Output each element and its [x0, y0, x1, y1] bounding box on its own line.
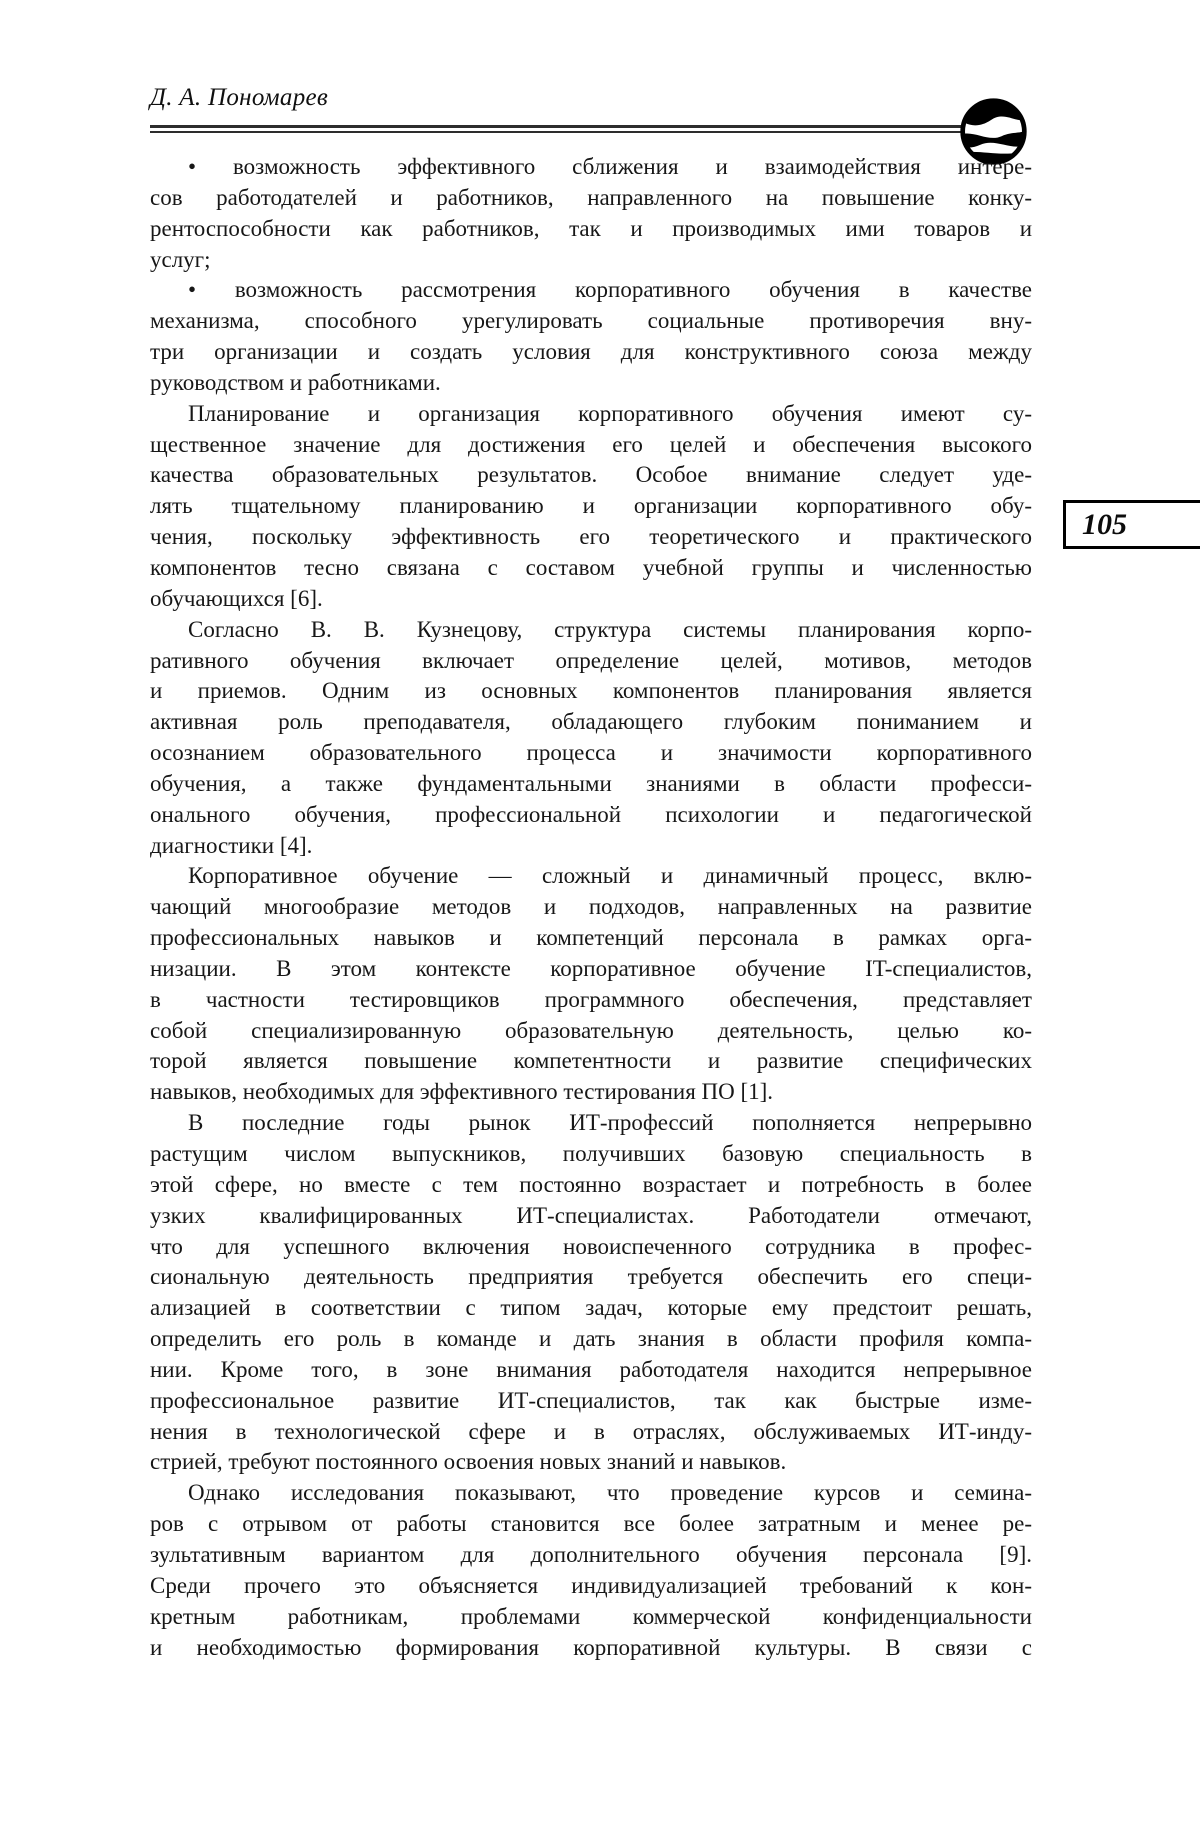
- paragraph-line: • возможность эффективного сближения и взаимодействия интере-: [188, 154, 1032, 179]
- paragraph-line: собой специализированную образовательную деятельность, целью ко-: [150, 1017, 1032, 1043]
- paragraph-line: Корпоративное обучение — сложный и динамичный процесс, вклю-: [188, 863, 1032, 889]
- running-head-author: Д. А. Пономарев: [150, 84, 329, 111]
- paragraph-line: услуг;: [150, 246, 211, 272]
- paragraph-line: качества образовательных результатов. Особое внимание следует уде-: [150, 462, 1032, 488]
- paragraph-line: щественное значение для достижения его целей и обеспечения высокого: [150, 431, 1032, 457]
- paragraph-line: профессиональных навыков и компетенций персонала в рамках орга-: [150, 925, 1032, 951]
- paragraph-line: диагностики [4].: [150, 832, 313, 858]
- paragraph-line: низации. В этом контексте корпоративное обучение IT-специалистов,: [150, 955, 1032, 981]
- paragraph-line: и необходимостью формирования корпоративной культуры. В связи с: [150, 1634, 1032, 1660]
- paragraph-line: и приемов. Одним из основных компонентов планирования является: [150, 678, 1032, 704]
- paragraph-line: в частности тестировщиков программного обеспечения, представляет: [150, 986, 1032, 1012]
- paragraph-line: этой сфере, но вместе с тем постоянно возрастает и потребность в более: [150, 1171, 1032, 1197]
- paragraph-line: руководством и работниками.: [150, 369, 441, 395]
- paragraph-line: навыков, необходимых для эффективного тестирования ПО [1].: [150, 1079, 774, 1105]
- paragraph-line: В последние годы рынок ИТ-профессий пополняется непрерывно: [188, 1110, 1032, 1136]
- paragraph-line: три организации и создать условия для конструктивного союза между: [150, 339, 1032, 365]
- paragraph-line: сов работодателей и работников, направленного на повышение конку-: [150, 184, 1032, 210]
- paragraph-line: кретным работникам, проблемами коммерческой конфиденциальности: [150, 1603, 1032, 1629]
- paragraph-line: узких квалифицированных ИТ-специалистах. Работодатели отмечают,: [150, 1202, 1032, 1228]
- paragraph-line: ров с отрывом от работы становится все более затратным и менее ре-: [150, 1511, 1032, 1537]
- paragraph-line: сиональную деятельность предприятия требуется обеспечить его специ-: [150, 1264, 1032, 1290]
- paragraph-line: механизма, способного урегулировать социальные противоречия вну-: [150, 308, 1032, 334]
- paragraph-line: нения в технологической сфере и в отраслях, обслуживаемых ИТ-инду-: [150, 1418, 1032, 1444]
- page-number-box: [1063, 500, 1200, 549]
- paragraph-line: зультативным вариантом для дополнительного обучения персонала [9].: [150, 1541, 1032, 1567]
- paragraph-line: • возможность рассмотрения корпоративного обучения в качестве: [188, 277, 1032, 303]
- paragraph-line: профессиональное развитие ИТ-специалистов, так как быстрые изме-: [150, 1387, 1032, 1413]
- paragraph-line: определить его роль в команде и дать знания в области профиля компа-: [150, 1326, 1032, 1352]
- paragraph-line: ративного обучения включает определение целей, мотивов, методов: [150, 647, 1032, 673]
- paragraph-line: нии. Кроме того, в зоне внимания работодателя находится непрерывное: [150, 1356, 1032, 1382]
- paragraph-line: активная роль преподавателя, обладающего глубоким пониманием и: [150, 709, 1032, 735]
- paragraph-line: растущим числом выпускников, получивших базовую специальность в: [150, 1141, 1032, 1166]
- paragraph-line: обучающихся [6].: [150, 585, 323, 611]
- paragraph-line: стрией, требуют постоянного освоения новых знаний и навыков.: [150, 1449, 787, 1475]
- body-text: [150, 152, 1032, 1663]
- paragraph-line: чения, поскольку эффективность его теоретического и практического: [150, 524, 1032, 550]
- paragraph-line: торой является повышение компетентности и развитие специфических: [150, 1048, 1032, 1074]
- paragraph-line: компонентов тесно связана с составом учебной группы и численностью: [150, 554, 1032, 580]
- header-double-rule: [150, 125, 962, 133]
- paragraph-line: рентоспособности как работников, так и производимых ими товаров и: [150, 215, 1032, 241]
- paragraph-line: что для успешного включения новоиспеченного сотрудника в профес-: [150, 1233, 1032, 1259]
- paragraph-line: Планирование и организация корпоративного обучения имеют су-: [188, 400, 1032, 426]
- paragraph-line: Согласно В. В. Кузнецову, структура системы планирования корпо-: [188, 616, 1032, 642]
- paragraph-line: Однако исследования показывают, что проведение курсов и семина-: [188, 1480, 1032, 1506]
- page-number: 105: [1082, 508, 1127, 541]
- paragraph-line: ализацией в соответствии с типом задач, которые ему предстоит решать,: [150, 1295, 1032, 1321]
- paragraph-line: онального обучения, профессиональной психологии и педагогической: [150, 801, 1032, 827]
- paragraph-line: Среди прочего это объясняется индивидуализацией требований к кон-: [150, 1572, 1032, 1598]
- paragraph-line: осознанием образовательного процесса и значимости корпоративного: [150, 740, 1032, 766]
- paragraph-line: чающий многообразие методов и подходов, направленных на развитие: [150, 894, 1032, 920]
- paragraph-line: обучения, а также фундаментальными знаниями в области професси-: [150, 770, 1032, 796]
- paragraph-line: лять тщательному планированию и организации корпоративного обу-: [150, 493, 1032, 519]
